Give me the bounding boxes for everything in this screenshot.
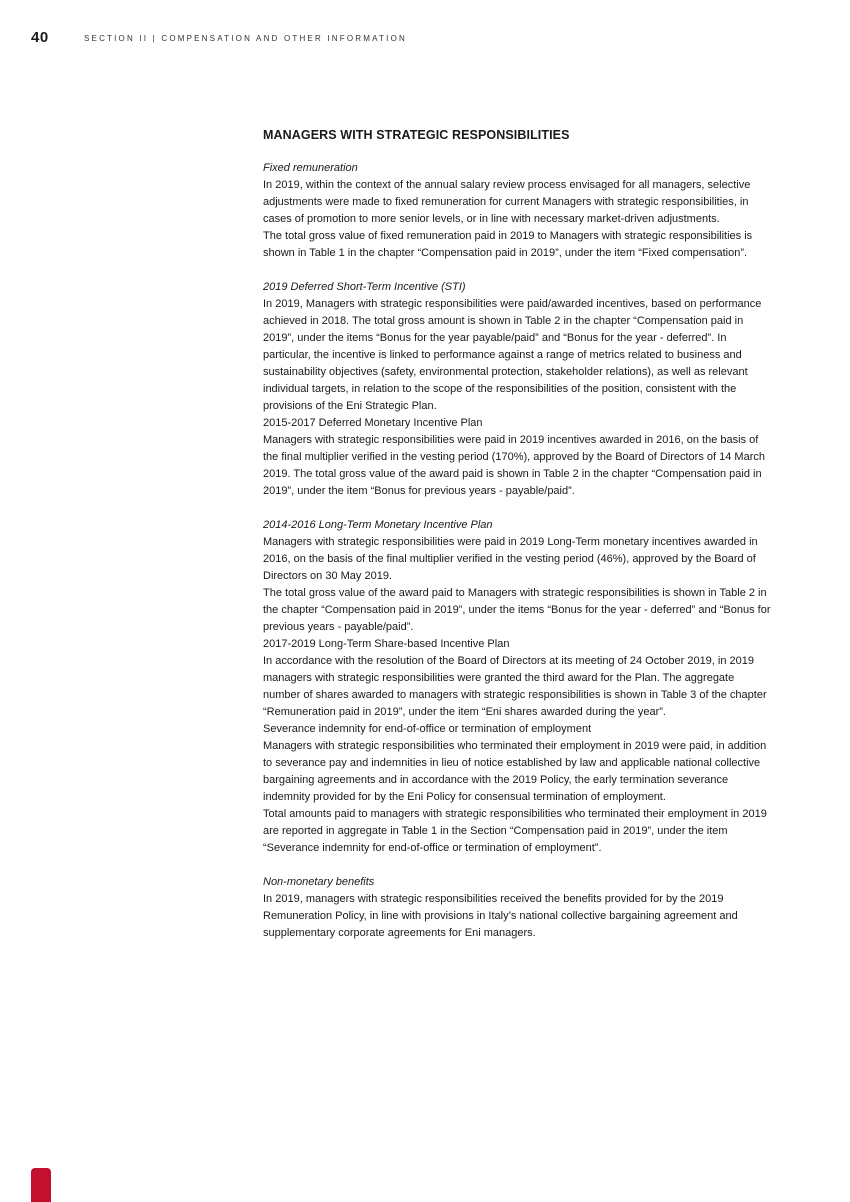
paragraph: The total gross value of the award paid to Managers with strategic responsibilities is shown in Table 2 in the chapter “Compensation paid in 2019”, under the items “Bonus for the year - deferred” and “Bonus for previous years - payable/paid”. [263, 587, 771, 633]
paragraph: In accordance with the resolution of the Board of Directors at its meeting of 24 October 2019, in 2019 managers with strategic responsibilities were granted the third award for the Plan. The aggregate number of shares awarded to managers with strategic responsibilities is shown in Table 3 of the chapter “Remuneration paid in 2019”, under the item “Eni shares awarded during the year”. [263, 655, 767, 718]
main-content [263, 126, 773, 959]
share-plan-title: 2017-2019 Long-Term Share-based Incentive Plan [263, 638, 510, 650]
paragraph: Managers with strategic responsibilities who terminated their employment in 2019 were paid, in addition to severance pay and indemnities in lieu of notice established by law and applicable national collective bargaining agreements and in accordance with the 2019 Policy, the early termination severance indemnity provided for by the Eni Policy for consensual termination of employment. [263, 740, 767, 803]
paragraph: In 2019, managers with strategic responsibilities received the benefits provided for by the 2019 Remuneration Policy, in line with provisions in Italy’s national collective bargaining agreement and supplementary corporate agreements for Eni managers. [263, 893, 738, 939]
paragraph: Total amounts paid to managers with strategic responsibilities who terminated their employment in 2019 are reported in aggregate in Table 1 in the Section “Compensation paid in 2019”, under the item “Severance indemnity for end-of-office or termination of employment”. [263, 808, 767, 854]
non-monetary-title: Non-monetary benefits [263, 876, 375, 888]
sti-title: 2019 Deferred Short-Term Incentive (STI) [263, 281, 466, 293]
deferred-monetary-plan-title: 2015-2017 Deferred Monetary Incentive Plan [263, 417, 483, 429]
lti-section [263, 517, 773, 857]
page-header [31, 29, 821, 49]
paragraph: In 2019, Managers with strategic responsibilities were paid/awarded incentives, based on performance achieved in 2018. The total gross amount is shown in Table 2 in the chapter “Compensation paid in 2019”, under the items “Bonus for the year payable/paid” and “Bonus for the year - deferred”. In particular, the incentive is linked to performance against a range of metrics related to business and sustainability objectives (safety, environmental protection, stakeholder relations), as well as relevant individual targets, in relation to the scope of the responsibilities of the position, consistent with the provisions of the Eni Strategic Plan. [263, 298, 762, 412]
page-number: 40 [31, 29, 49, 46]
section-title: SECTION II | COMPENSATION AND OTHER INFORMATION [84, 34, 407, 43]
page-heading: MANAGERS WITH STRATEGIC RESPONSIBILITIES [263, 128, 570, 142]
fixed-remuneration-title: Fixed remuneration [263, 162, 358, 174]
fixed-remuneration-section [263, 160, 773, 262]
sti-section [263, 279, 773, 500]
severance-title: Severance indemnity for end-of-office or termination of employment [263, 723, 592, 735]
non-monetary-section [263, 874, 773, 942]
paragraph: In 2019, within the context of the annual salary review process envisaged for all managers, selective adjustments were made to fixed remuneration for current Managers with strategic responsibilities, in cases of promotion to more senior levels, or in line with necessary market-driven adjustments. [263, 179, 751, 225]
paragraph: Managers with strategic responsibilities were paid in 2019 Long-Term monetary incentives awarded in 2016, on the basis of the final multiplier verified in the vesting period (46%), approved by the Board of Directors on 30 May 2019. [263, 536, 758, 582]
paragraph: The total gross value of fixed remuneration paid in 2019 to Managers with strategic responsibilities is shown in Table 1 in the chapter “Compensation paid in 2019”, under the item “Fixed compensation”. [263, 230, 753, 259]
lti-title: 2014-2016 Long-Term Monetary Incentive Plan [263, 519, 493, 531]
paragraph: Managers with strategic responsibilities were paid in 2019 incentives awarded in 2016, on the basis of the final multiplier verified in the vesting period (170%), approved by the Board of Directors of 14 March 2019. The total gross value of the award paid is shown in Table 2 in the chapter “Compensation paid in 2019”, under the item “Bonus for previous years - payable/paid”. [263, 434, 765, 497]
page-accent-bar [31, 1168, 51, 1202]
